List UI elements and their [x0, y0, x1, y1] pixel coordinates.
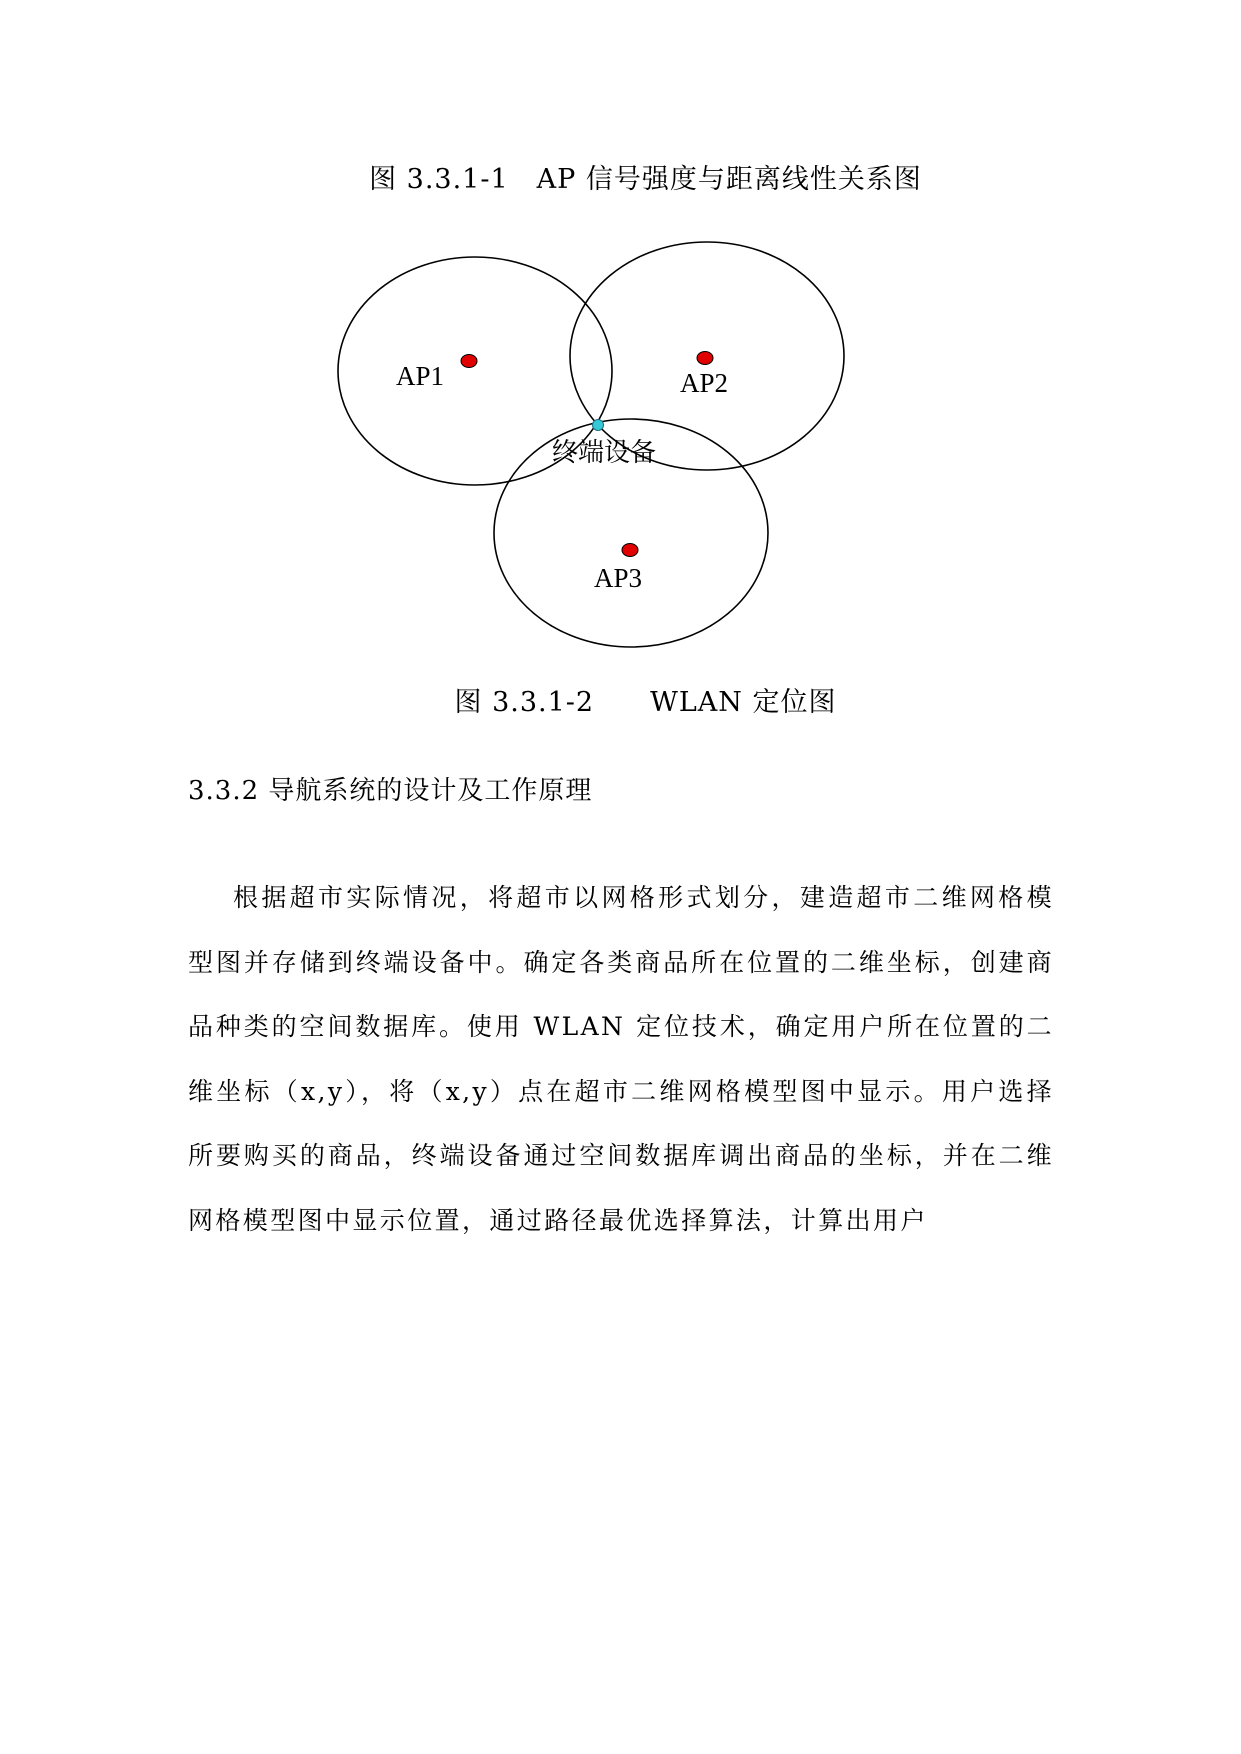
terminal-device-point: [593, 420, 604, 431]
ap3-coverage-circle: [494, 419, 768, 647]
terminal-device-label: 终端设备: [552, 438, 657, 468]
ap2-point: [697, 352, 713, 365]
ap1-label: AP1: [396, 361, 445, 391]
ap3-point: [622, 544, 638, 557]
ap2-coverage-circle: [570, 242, 844, 470]
ap1-coverage-circle: [338, 257, 612, 485]
ap1-point: [461, 355, 477, 368]
figure-caption-ap-signal-distance: 图 3.3.1-1 AP 信号强度与距离线性关系图: [369, 164, 922, 195]
ap2-label: AP2: [680, 368, 729, 398]
section-heading: 3.3.2 导航系统的设计及工作原理: [188, 776, 593, 806]
figure-caption-wlan-positioning: 图 3.3.1-2 WLAN 定位图: [454, 687, 837, 718]
ap3-label: AP3: [594, 563, 643, 593]
body-paragraph: 根据超市实际情况，将超市以网格形式划分，建造超市二维网格模型图并存储到终端设备中。确定各类商品所在位置的二维坐标，创建商品种类的空间数据库。使用 WLAN 定位技术，确定用户所在位置的二维坐标（x,y），将（x,y）点在超市二维网格模型图中显示。用户选择所要购买的商品，终端设备通过空间数据库调出商品的坐标，并在二维网格模型图中显示位置，通过路径最优选择算法，计算出用户: [188, 883, 1054, 1235]
